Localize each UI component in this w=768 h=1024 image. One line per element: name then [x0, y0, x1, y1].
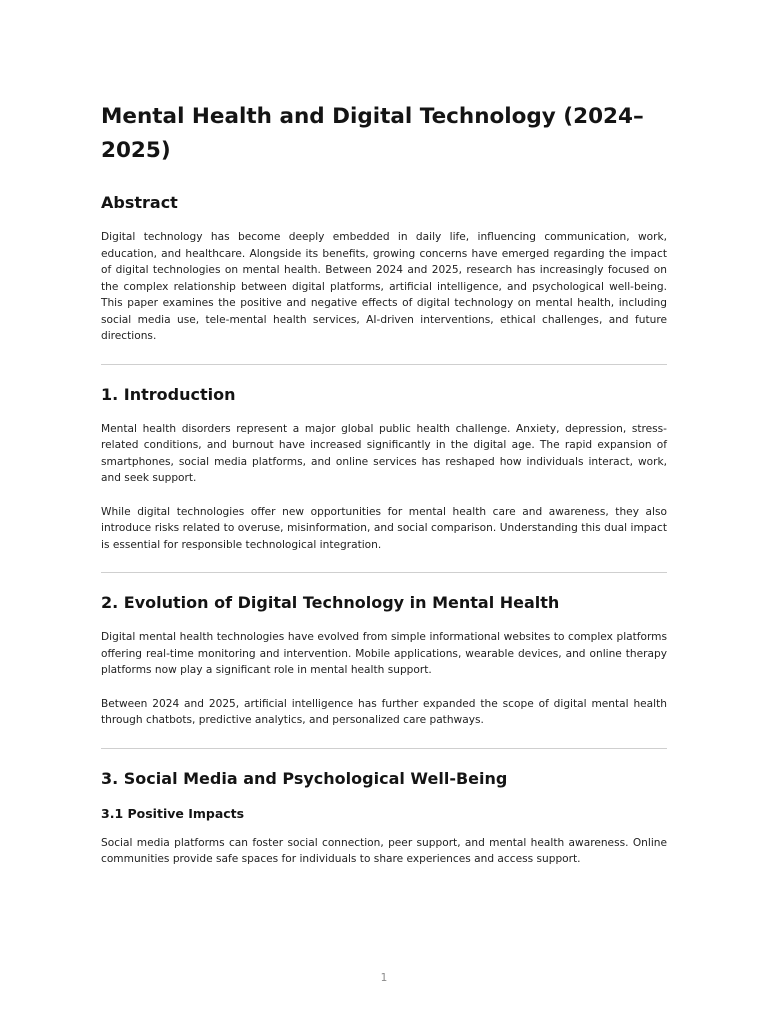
abstract-text: Digital technology has become deeply embedded in daily life, influencing communication, work, education, and healthcare. Alongside its benefits, growing concerns have emerged regarding the impact of digital technologies on mental health. Between 2024 and 2025, research has increasingly focused on the complex relationship between digital platforms, artificial intelligence, and psychological well-being. This paper examines the positive and negative effects of digital technology on mental health, including social media use, tele-mental health services, AI-driven interventions, ethical challenges, and future directions.	[101, 231, 667, 342]
document-page	[101, 100, 667, 885]
introduction-paragraph: While digital technologies offer new opportunities for mental health care and awareness, they also introduce risks related to overuse, misinformation, and social comparison. Understanding this dual impact is essential for responsible technological integration.	[101, 505, 667, 551]
section-heading-introduction: 1. Introduction	[101, 384, 236, 404]
positive-impacts-paragraph: Social media platforms can foster social connection, peer support, and mental health awareness. Online communities provide safe spaces for individuals to share experiences and access support.	[101, 836, 667, 865]
section-heading-evolution: 2. Evolution of Digital Technology in Mental Health	[101, 593, 560, 612]
page-number: 1	[380, 972, 388, 984]
section-heading-social-media: 3. Social Media and Psychological Well-Being	[101, 768, 508, 788]
subsection-heading-positive-impacts: 3.1 Positive Impacts	[101, 805, 245, 821]
abstract-heading: Abstract	[101, 193, 178, 212]
section-divider	[101, 364, 667, 365]
paper-title: Mental Health and Digital Technology (2024–2025)	[101, 104, 644, 163]
evolution-paragraph: Between 2024 and 2025, artificial intelligence has further expanded the scope of digital mental health through chatbots, predictive analytics, and personalized care pathways.	[101, 697, 667, 726]
evolution-paragraph: Digital mental health technologies have evolved from simple informational websites to complex platforms offering real-time monitoring and intervention. Mobile applications, wearable devices, and online therapy platforms now play a significant role in mental health support.	[101, 631, 667, 676]
introduction-paragraph: Mental health disorders represent a major global public health challenge. Anxiety, depression, stress-related conditions, and burnout have increased significantly in the digital age. The rapid expansion of smartphones, social media platforms, and online services has reshaped how individuals interact, work, and seek support.	[101, 422, 667, 484]
section-divider	[101, 748, 667, 749]
section-divider	[101, 572, 667, 573]
